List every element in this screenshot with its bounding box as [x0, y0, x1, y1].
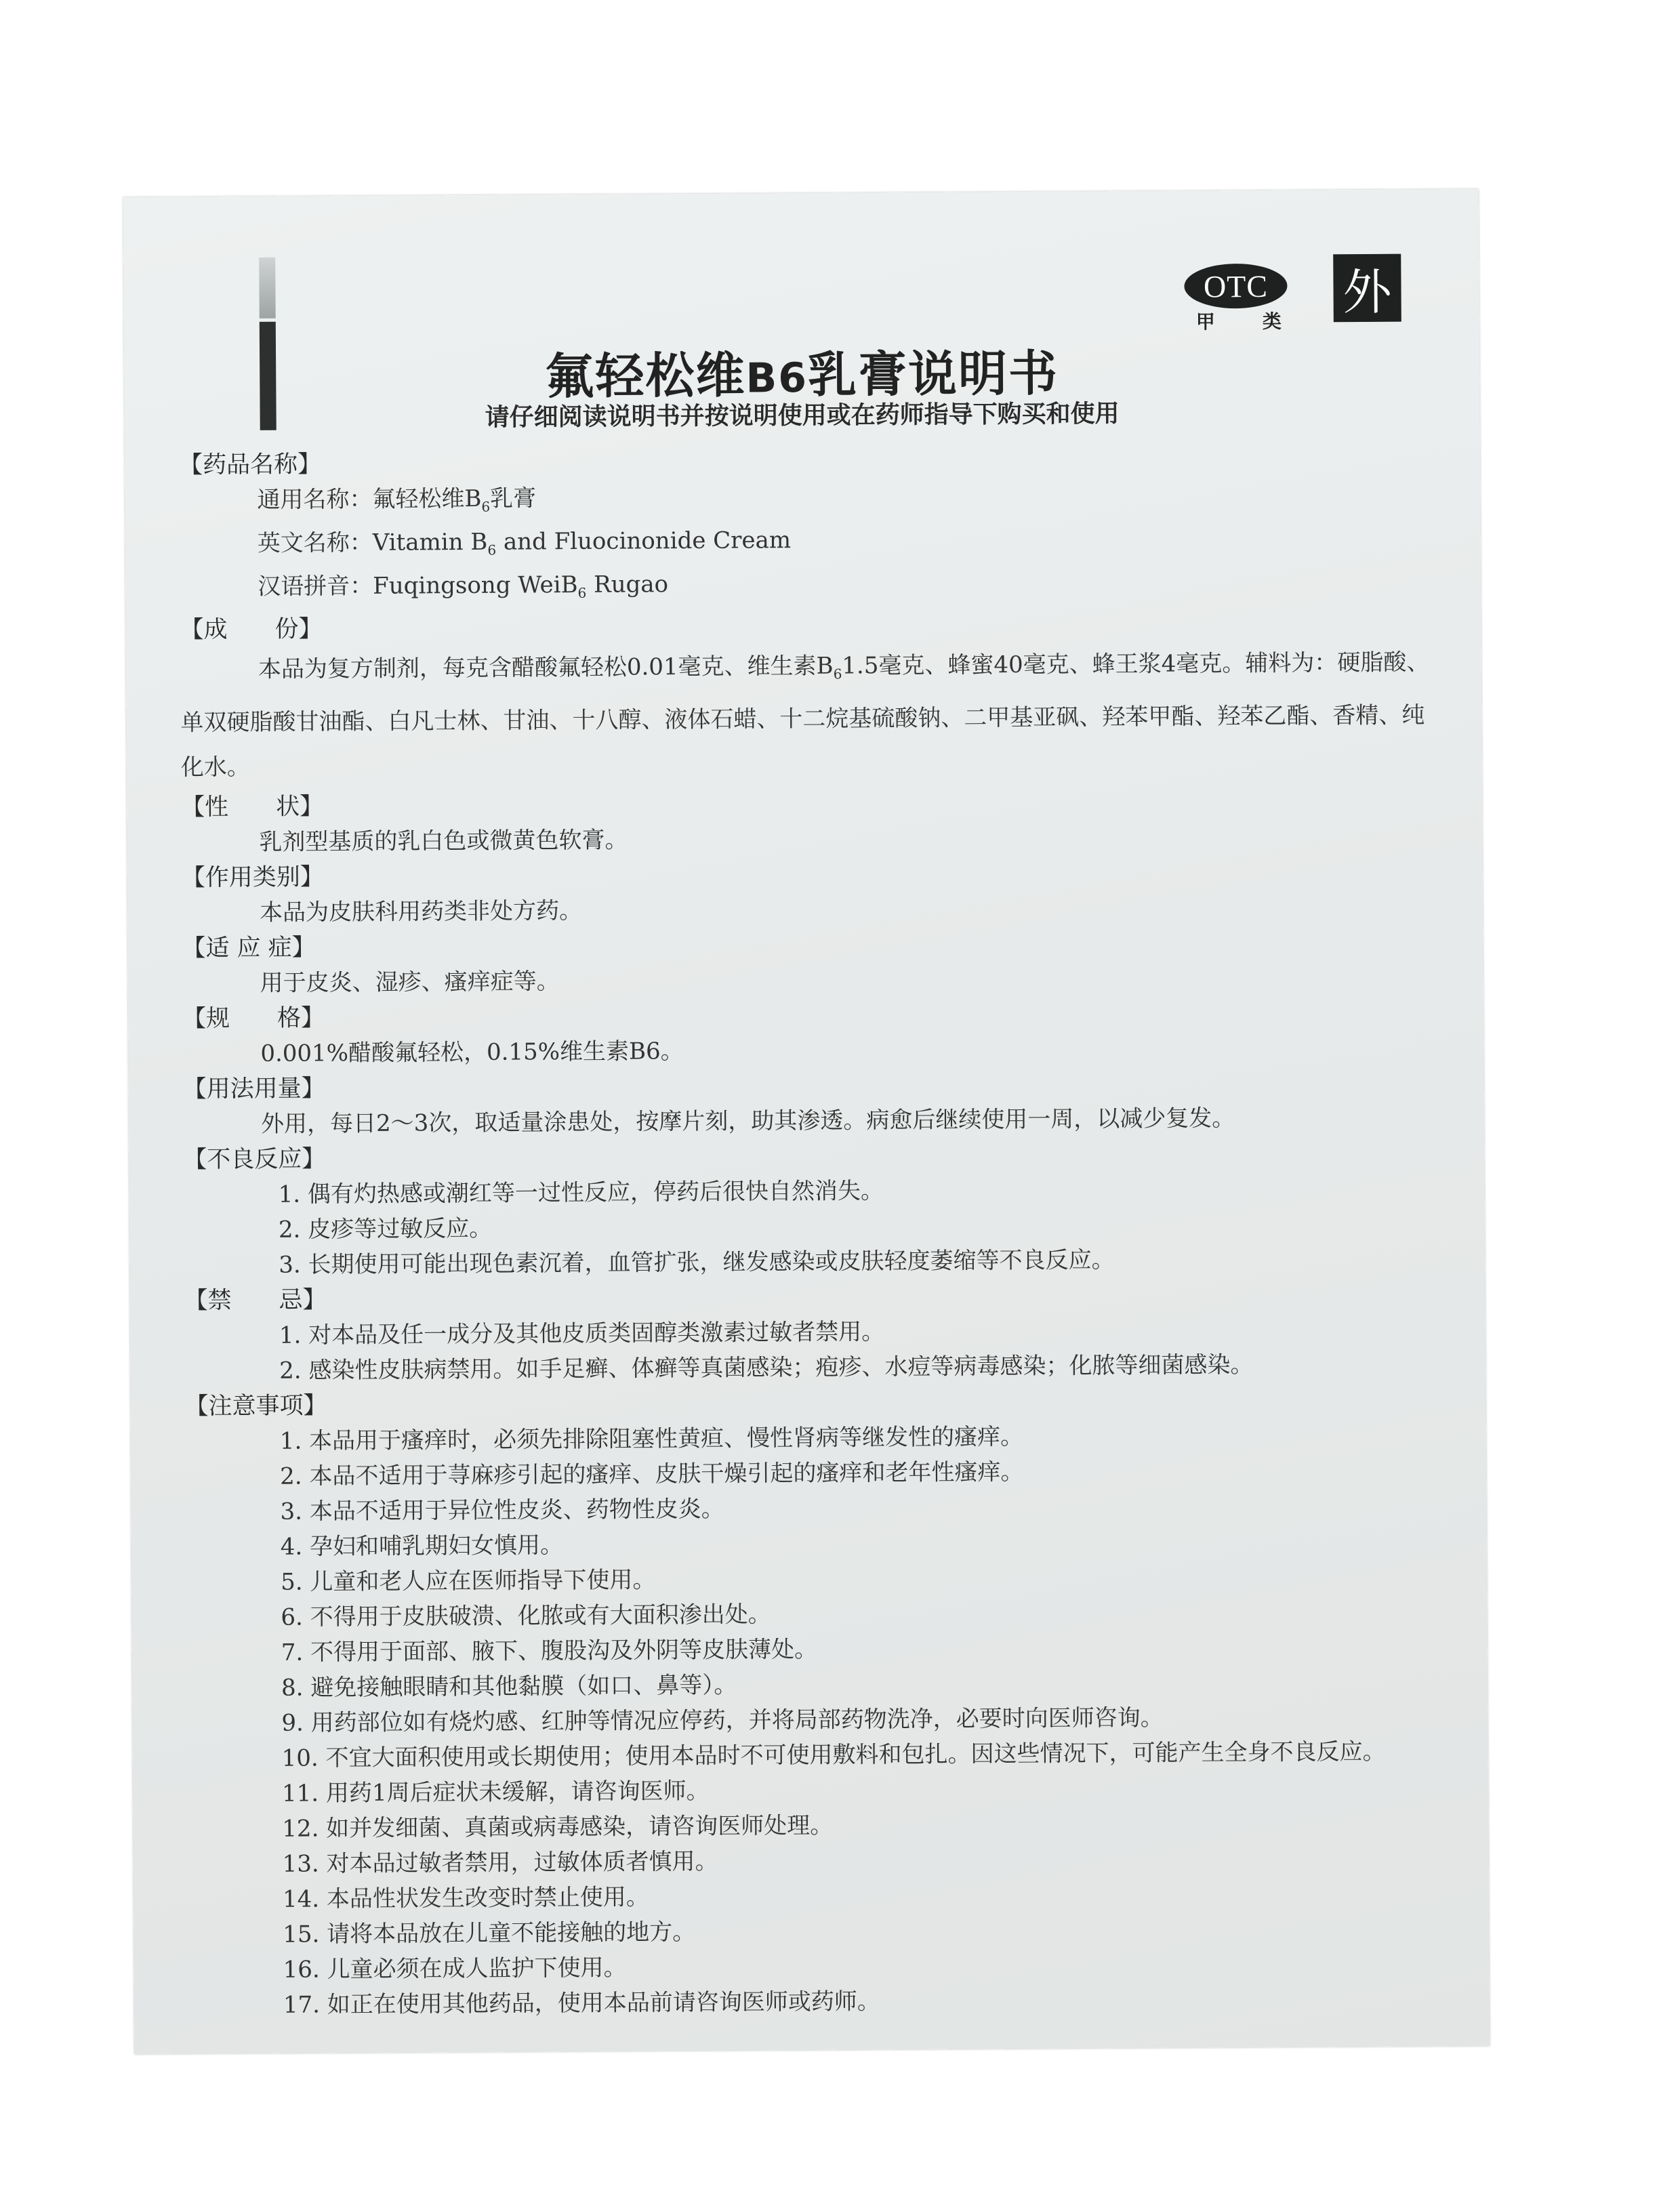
list-item: 15. 请将本品放在儿童不能接触的地方。 [283, 1919, 696, 1948]
section-heading-contraindications: 【禁 忌】 [184, 1286, 327, 1315]
list-item: 2. 皮疹等过敏反应。 [278, 1215, 493, 1244]
composition-text: 本品为复方制剂，每克含醋酸氟轻松0.01毫克、维生素$B_61.5$毫克、蜂蜜40毫克、蜂王浆4毫克。辅料为：硬脂酸、单双硬脂酸甘油酯、白凡士林、甘油、十八醇、液体石蜡、十二烷基硫酸钠、二甲基亚砜、羟苯甲酯、羟苯乙酯、香精、纯化水。 [180, 649, 1430, 781]
list-item: 8. 避免接触眼睛和其他黏膜（如口、鼻等）。 [281, 1671, 737, 1702]
generic-name: 通用名称：氟轻松维$B_6$乳膏 [257, 485, 537, 515]
list-item: 9. 用药部位如有烧灼感、红肿等情况应停药，并将局部药物洗净，必要时向医师咨询。 [281, 1704, 1164, 1737]
list-item: 4. 孕妇和哺乳期妇女慎用。 [280, 1532, 564, 1561]
external-use-badge [1333, 254, 1401, 323]
section-heading-composition: 【成 份】 [180, 615, 323, 644]
list-item: 3. 长期使用可能出现色素沉着，血管扩张，继发感染或皮肤轻度萎缩等不良反应。 [279, 1246, 1115, 1279]
margin-bar-light [259, 258, 276, 319]
list-item: 17. 如正在使用其他药品，使用本品前请咨询医师或药师。 [283, 1988, 880, 2019]
dosage-text: 外用，每日2～3次，取适量涂患处，按摩片刻，助其渗透。病愈后继续使用一周，以减少复发。 [260, 1105, 1235, 1139]
category-text: 本品为皮肤科用药类非处方药。 [259, 897, 583, 927]
title-b6: B6 [745, 354, 808, 403]
otc-class-label [1188, 307, 1290, 335]
list-item: 2. 感染性皮肤病禁用。如手足癣、体癣等真菌感染；疱疹、水痘等病毒感染；化脓等细菌感染。 [279, 1351, 1254, 1385]
section-heading-indications: 【适 应 症】 [182, 934, 316, 962]
title-part-2: 乳膏说明书 [807, 344, 1059, 403]
page-subtitle: 请仔细阅读说明书并按说明使用或在药师指导下购买和使用 [485, 400, 1120, 432]
external-use-text: 外 [1343, 263, 1392, 321]
list-item: 10. 不宜大面积使用或长期使用；使用本品时不可使用敷料和包扎。因这些情况下，可能产生全身不良反应。 [281, 1738, 1386, 1772]
list-item: 1. 偶有灼热感或潮红等一过性反应，停药后很快自然消失。 [278, 1177, 884, 1208]
list-item: 1. 本品用于瘙痒时，必须先排除阻塞性黄疸、慢性肾病等继发性的瘙痒。 [279, 1423, 1024, 1455]
list-item: 6. 不得用于皮肤破溃、化脓或有大面积渗出处。 [281, 1601, 771, 1631]
section-heading-dosage: 【用法用量】 [182, 1075, 325, 1103]
pinyin-name: 汉语拼音：Fuqingsong WeiB$_6$ Rugao [258, 570, 669, 601]
indications-text: 用于皮炎、湿疹、瘙痒症等。 [260, 968, 560, 998]
otc-class-2: 类 [1262, 310, 1282, 333]
list-item: 3. 本品不适用于异位性皮炎、药物性皮炎。 [280, 1495, 724, 1525]
list-item: 5. 儿童和老人应在医师指导下使用。 [281, 1566, 656, 1596]
section-heading-adverse: 【不良反应】 [183, 1145, 326, 1174]
title-part-1: 氟轻松维 [545, 346, 746, 405]
specification-text: 0.001%醋酸氟轻松，0.15%维生素B6。 [260, 1038, 684, 1068]
list-item: 11. 用药1周后症状未缓解，请咨询医师。 [281, 1778, 710, 1807]
properties-text: 乳剂型基质的乳白色或微黄色软膏。 [259, 826, 628, 857]
section-heading-precautions: 【注意事项】 [184, 1392, 327, 1420]
otc-class-1: 甲 [1195, 310, 1215, 333]
section-heading-category: 【作用类别】 [181, 863, 324, 892]
list-item: 16. 儿童必须在成人监护下使用。 [283, 1954, 627, 1984]
list-item: 14. 本品性状发生改变时禁止使用。 [282, 1883, 650, 1913]
section-heading-specification: 【规 格】 [182, 1004, 325, 1033]
list-item: 12. 如并发细菌、真菌或病毒感染，请咨询医师处理。 [282, 1811, 834, 1843]
leaflet-content [179, 440, 1462, 2024]
section-heading-name: 【药品名称】 [178, 451, 322, 479]
otc-badge [1184, 264, 1287, 309]
english-name: 英文名称：Vitamin $B_6$ and Fluocinonide Cream [257, 526, 792, 558]
otc-badge-text: OTC [1203, 268, 1269, 304]
list-item: 7. 不得用于面部、腋下、腹股沟及外阴等皮肤薄处。 [281, 1636, 818, 1666]
section-heading-properties: 【性 状】 [181, 793, 324, 821]
leaflet-paper [123, 189, 1490, 2054]
list-item: 1. 对本品及任一成分及其他皮质类固醇类激素过敏者禁用。 [279, 1318, 885, 1349]
list-item: 2. 本品不适用于荨麻疹引起的瘙痒、皮肤干燥引起的瘙痒和老年性瘙痒。 [280, 1458, 1024, 1490]
list-item: 13. 对本品过敏者禁用，过敏体质者慎用。 [282, 1848, 718, 1878]
